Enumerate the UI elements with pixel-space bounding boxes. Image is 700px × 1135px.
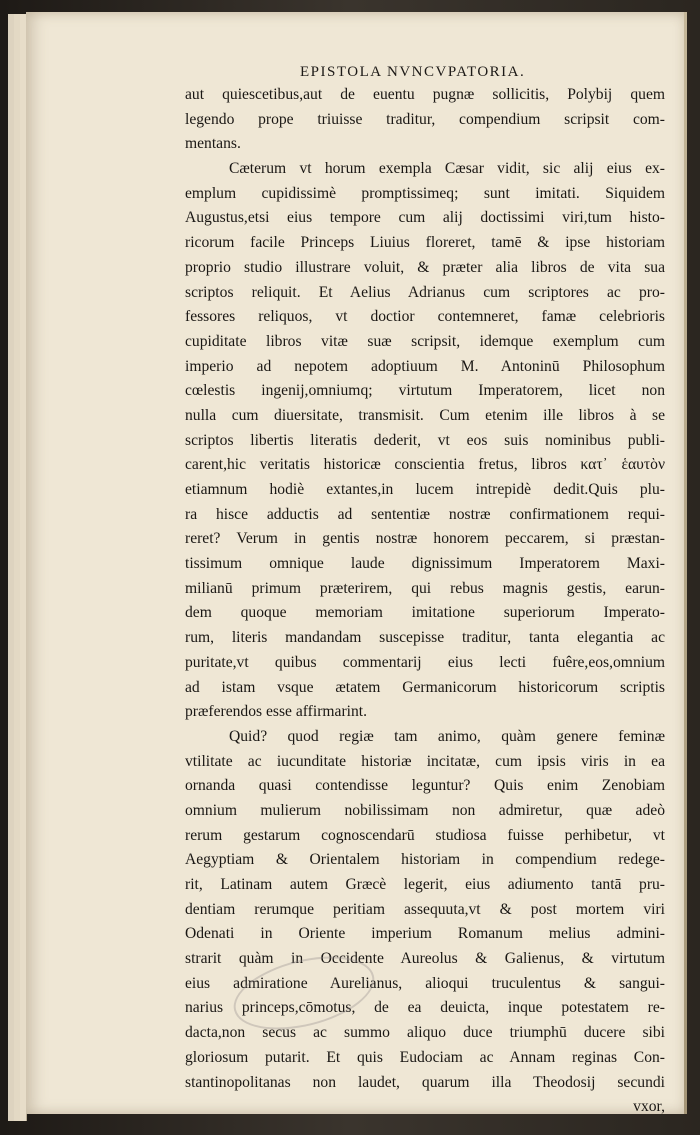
text-line: ad istam vsque ætatem Germanicorum historicorum scriptis [185,678,665,696]
text-line: narius princeps,cōmotus, de ea deuictа, inque potestatem re- [185,999,665,1017]
text-line: dem quoque memoriam imitatione superiorum Imperato- [185,604,665,622]
body-text [185,83,665,1120]
text-line: vtilitate ac iucunditate historiæ incitatæ, cum ipsis viris in ea [185,752,665,770]
text-line: legendo prope triuisse traditur, compendium scripsit com- [185,110,665,128]
text-line: rit, Latinam autem Græcè legerit, eius adiumento tantā pru- [185,876,665,893]
text-line: dentiam rerumque peritiam assequuta,vt & post mortem viri [185,900,665,918]
text-line: milianū primum præterirem, qui rebus magnis gestis, earun- [185,579,665,597]
text-line: mentans. [185,135,241,153]
text-line: nulla cum diuersitate, transmisit. Cum etenim ille libros à se [185,406,665,424]
text-line: Cæterum vt horum exempla Cæsar vidit, sic alij eius ex- [229,160,665,178]
text-line: ra hisce adductis ad sententiæ nostræ confirmationem requi- [185,505,665,523]
text-line: præferendos esse affirmarint. [185,703,368,721]
page-crease [684,12,687,1114]
text-line: rerum gestarum cognoscendarū studiosa fuisse perhibetur, vt [185,826,665,844]
text-line: cupiditate libros vitæ suæ scripsit, idemque exemplum cum [185,332,665,350]
text-line: omnium mulierum nobilissimam non admiretur, quæ adeò [185,801,665,819]
text-line: ricorum facile Princeps Liuius floreret, tamē & ipse historiam [185,234,665,252]
running-title: EPISTOLA NVNCVPATORIA. [300,64,526,80]
text-line: strarit quàm in Occidente Aureolus & Galienus, & virtutum [185,950,665,968]
text-line: scriptos reliquit. Et Aelius Adrianus cum scriptores ac pro- [185,283,665,301]
text-line: Quid? quod regiæ tam animo, quàm genere feminæ [229,727,665,745]
text-line: Aegyptiam & Orientalem historiam in compendium redege- [185,851,665,869]
text-line: tissimum omnique laude dignissimum Imperatorem Maxi- [185,555,665,573]
text-line: carent,hic veritatis historicæ conscientia fretus, libros κατ᾽ ἑαυτὸν [185,456,665,474]
text-line: aut quiescetibus,aut de euentu pugnæ sollicitis, Polybij quem [185,86,665,103]
text-line: emplum cupidissimè promptissimeq; sunt imitati. Siquidem [185,184,665,202]
text-line: gloriosum putarit. Et quis Eudociam ac Annam reginas Con- [185,1048,665,1066]
text-line: eius admiratione Aurelianus, alioqui truculentus & sangui- [185,974,665,992]
text-line: scriptos libertis literatis dederit, vt eos suis nominibus publi- [185,431,665,449]
text-line: ornanda quasi contendisse leguntur? Quis enim Zenobiam [185,777,665,795]
text-line: Odenati in Oriente imperium Romanum melius admini- [185,925,665,943]
text-line: Augustus,etsi eius tempore cum alij doctissimi viri,tum histo- [185,209,665,227]
text-line: etiamnum hodiè extantes,in lucem intrepidè dedit.Quis plu- [185,481,665,498]
text-line: fessores reliquos, vt doctior contemneret, famæ celebrioris [185,308,665,326]
text-line: dacta,non secus ac summo aliquo duce triumphū ducere sibi [185,1024,665,1042]
text-line: rum, literis mandandam suscepisse traditur, tanta elegantia ac [185,629,665,647]
text-line: imperio ad nepotem adoptiuum M. Antoninū Philosophum [185,357,665,375]
text-line: puritate,vt quibus commentarij eius lecti fuêre,eos,omnium [185,653,665,671]
text-line: stantinopolitanas non laudet, quarum illa Theodosij secundi [185,1073,665,1091]
text-line: reret? Verum in gentis nostræ honorem peccarem, si præstan- [185,530,665,548]
text-line: proprio studio illustrare voluit, & præter alia libros de vita sua [185,258,665,276]
catchword: vxor, [633,1098,665,1116]
text-line: cœlestis ingenij,omniumq; virtutum Imperatorem, licet non [185,382,665,400]
